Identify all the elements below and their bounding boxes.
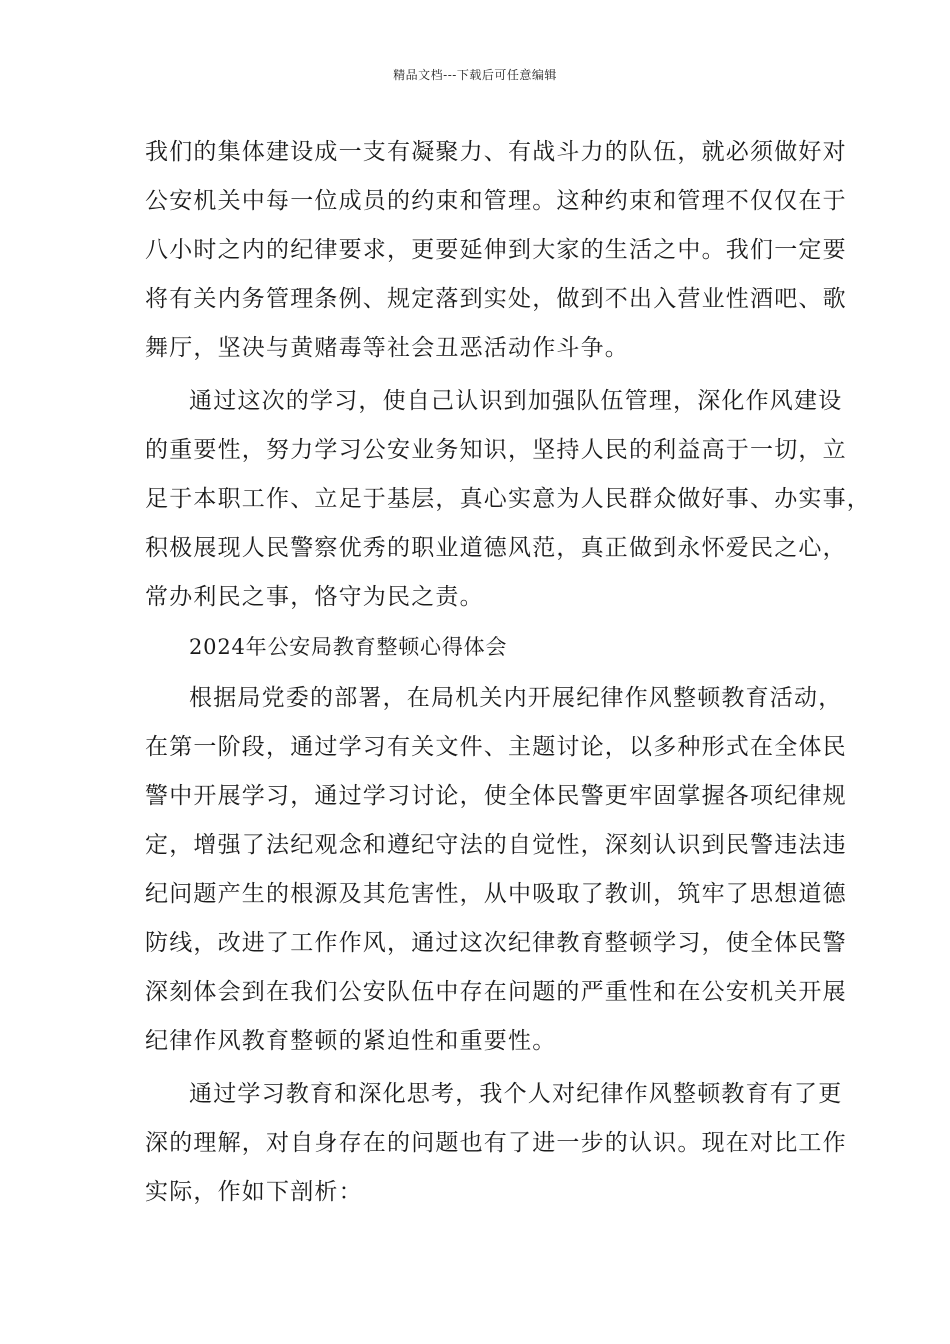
text-line: 纪问题产生的根源及其危害性，从中吸取了教训，筑牢了思想道德 (145, 881, 847, 907)
text-line: 将有关内务管理条例、规定落到实处，做到不出入营业性酒吧、歌 (145, 286, 847, 312)
text-line: 在第一阶段，通过学习有关文件、主题讨论，以多种形式在全体民 (145, 734, 847, 760)
text-line: 的重要性，努力学习公安业务知识，坚持人民的利益高于一切，立 (145, 437, 847, 463)
text-line: 实际，作如下剖析： (145, 1179, 363, 1205)
text-line: 通过这次的学习，使自己认识到加强队伍管理，深化作风建设 (189, 388, 843, 414)
text-line: 纪律作风教育整顿的紧迫性和重要性。 (145, 1028, 557, 1054)
section-title: 2024年公安局教育整顿心得体会 (189, 635, 508, 659)
text-line: 深刻体会到在我们公安队伍中存在问题的严重性和在公安机关开展 (145, 979, 847, 1005)
text-line: 积极展现人民警察优秀的职业道德风范，真正做到永怀爱民之心， (145, 535, 847, 561)
text-line: 警中开展学习，通过学习讨论，使全体民警更牢固掌握各项纪律规 (145, 783, 847, 809)
text-line: 防线，改进了工作作风，通过这次纪律教育整顿学习，使全体民警 (145, 930, 847, 956)
text-line: 舞厅，坚决与黄赌毒等社会丑恶活动作斗争。 (145, 335, 629, 361)
text-line: 深的理解，对自身存在的问题也有了进一步的认识。现在对比工作 (145, 1130, 847, 1156)
text-line: 根据局党委的部署，在局机关内开展纪律作风整顿教育活动， (189, 685, 843, 711)
text-line: 我们的集体建设成一支有凝聚力、有战斗力的队伍，就必须做好对 (145, 139, 847, 165)
page-header: 精品文档---下载后可任意编辑 (393, 68, 557, 82)
text-line: 八小时之内的纪律要求，更要延伸到大家的生活之中。我们一定要 (145, 237, 847, 263)
text-line: 公安机关中每一位成员的约束和管理。这种约束和管理不仅仅在于 (145, 188, 847, 214)
text-line: 定，增强了法纪观念和遵纪守法的自觉性，深刻认识到民警违法违 (145, 832, 847, 858)
text-line: 通过学习教育和深化思考，我个人对纪律作风整顿教育有了更 (189, 1081, 843, 1107)
text-line: 足于本职工作、立足于基层，真心实意为人民群众做好事、办实事， (145, 486, 871, 512)
text-line: 常办利民之事，恪守为民之责。 (145, 584, 484, 610)
